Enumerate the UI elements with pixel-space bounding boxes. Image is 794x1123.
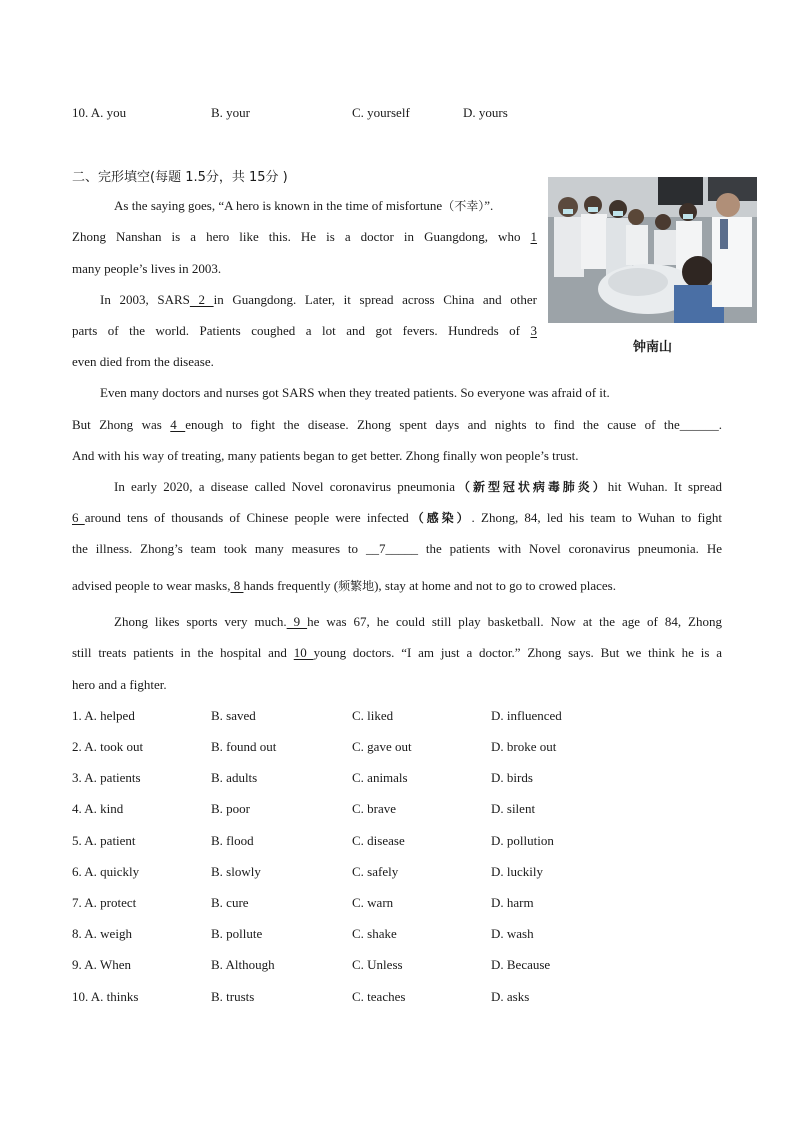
question-5-option-d: D. pollution <box>491 833 554 848</box>
blank-2: 2 <box>189 292 214 307</box>
question-1-option-a: 1. A. helped <box>72 708 135 723</box>
question-1-option-d: D. influenced <box>491 708 562 723</box>
question-3-option-d: D. birds <box>491 770 533 785</box>
passage-line: 6 around tens of thousands of Chinese people were infected（感染）. Zhong, 84, led his team to Wuhan to fight <box>72 510 722 525</box>
question-8-option-d: D. wash <box>491 926 534 941</box>
question-6-option-b: B. slowly <box>211 864 261 879</box>
blank-4: 4 <box>170 417 186 432</box>
passage-line: And with his way of treating, many patients began to get better. Zhong finally won people’s trust. <box>72 448 579 463</box>
prev-question-option-c: C. yourself <box>352 105 410 120</box>
blank-7: __7_____ <box>365 541 418 556</box>
question-2-option-c: C. gave out <box>352 739 412 754</box>
question-7-option-a: 7. A. protect <box>72 895 137 910</box>
question-10-option-a: 10. A. thinks <box>72 989 139 1004</box>
question-4-option-a: 4. A. kind <box>72 801 124 816</box>
prev-question-option-b: B. your <box>211 105 250 120</box>
question-5-option-c: C. disease <box>352 833 405 848</box>
question-6-option-d: D. luckily <box>491 864 543 879</box>
blank-1: 1 <box>530 229 538 244</box>
question-9-option-d: D. Because <box>491 957 551 972</box>
question-7-option-c: C. warn <box>352 895 394 910</box>
passage-line: the illness. Zhong’s team took many measures to __7_____ the patients with Novel coronavirus pneumonia. He <box>72 541 722 556</box>
section-title: 二、完形填空(每题 1.5分，共 15分 ) <box>72 170 288 185</box>
question-8-option-c: C. shake <box>352 926 397 941</box>
prev-question-option-d: D. yours <box>463 105 508 120</box>
question-1-option-c: C. liked <box>352 708 394 723</box>
question-3-option-b: B. adults <box>211 770 258 785</box>
passage-line: still treats patients in the hospital and 10 young doctors. “I am just a doctor.” Zhong says. But we think he is a <box>72 645 723 660</box>
question-2-option-d: D. broke out <box>491 739 557 754</box>
question-3-option-c: C. animals <box>352 770 408 785</box>
question-4-option-d: D. silent <box>491 801 536 816</box>
zhong-nanshan-photo <box>548 177 757 323</box>
question-9-option-c: C. Unless <box>352 957 403 972</box>
question-4-option-b: B. poor <box>211 801 250 816</box>
photo-caption: 钟南山 <box>632 340 672 355</box>
blank-5: ______ <box>679 417 719 432</box>
question-2-option-a: 2. A. took out <box>72 739 144 754</box>
passage-line: In 2003, SARS 2 in Guangdong. Later, it spread across China and other <box>100 292 537 307</box>
question-5-option-b: B. flood <box>211 833 254 848</box>
question-2-option-b: B. found out <box>211 739 277 754</box>
blank-6: 6 <box>72 510 85 525</box>
passage-line: Zhong Nanshan is a hero like this. He is a doctor in Guangdong, who 1 <box>72 229 538 244</box>
prev-question-number: 10. A. you <box>72 105 127 120</box>
question-10-option-b: B. trusts <box>211 989 255 1004</box>
question-4-option-c: C. brave <box>352 801 397 816</box>
question-9-option-a: 9. A. When <box>72 957 131 972</box>
passage-line: Even many doctors and nurses got SARS when they treated patients. So everyone was afraid of it. <box>100 385 610 400</box>
question-6-option-c: C. safely <box>352 864 399 879</box>
question-7-option-d: D. harm <box>491 895 534 910</box>
question-9-option-b: B. Although <box>211 957 275 972</box>
question-6-option-a: 6. A. quickly <box>72 864 140 879</box>
blank-3: 3 <box>530 323 537 338</box>
passage-line: advised people to wear masks, 8 hands frequently (频繁地), stay at home and not to go to crowed places. <box>72 578 616 593</box>
question-3-option-a: 3. A. patients <box>72 770 141 785</box>
blank-10: 10 <box>293 645 314 660</box>
passage-line: even died from the disease. <box>72 354 214 369</box>
blank-8: 8 <box>230 578 244 593</box>
question-7-option-b: B. cure <box>211 895 249 910</box>
passage-line: parts of the world. Patients coughed a lot and got fevers. Hundreds of 3 <box>72 323 537 338</box>
passage-line: many people’s lives in 2003. <box>72 261 222 276</box>
passage-line: In early 2020, a disease called Novel coronavirus pneumonia（新型冠状病毒肺炎）hit Wuhan. It spread <box>114 479 722 494</box>
question-8-option-b: B. pollute <box>211 926 263 941</box>
passage-line: hero and a fighter. <box>72 677 167 692</box>
question-5-option-a: 5. A. patient <box>72 833 136 848</box>
question-1-option-b: B. saved <box>211 708 256 723</box>
passage-line: As the saying goes, “A hero is known in the time of misfortune（不幸）”. <box>114 198 494 213</box>
question-8-option-a: 8. A. weigh <box>72 926 132 941</box>
passage-line: Zhong likes sports very much. 9 he was 67, he could still play basketball. Now at the age of 84, Zhong <box>114 614 722 629</box>
passage-line: But Zhong was 4 enough to fight the disease. Zhong spent days and nights to find the cause of the______. <box>72 417 723 432</box>
question-10-option-d: D. asks <box>491 989 530 1004</box>
blank-9: 9 <box>286 614 308 629</box>
question-10-option-c: C. teaches <box>352 989 406 1004</box>
